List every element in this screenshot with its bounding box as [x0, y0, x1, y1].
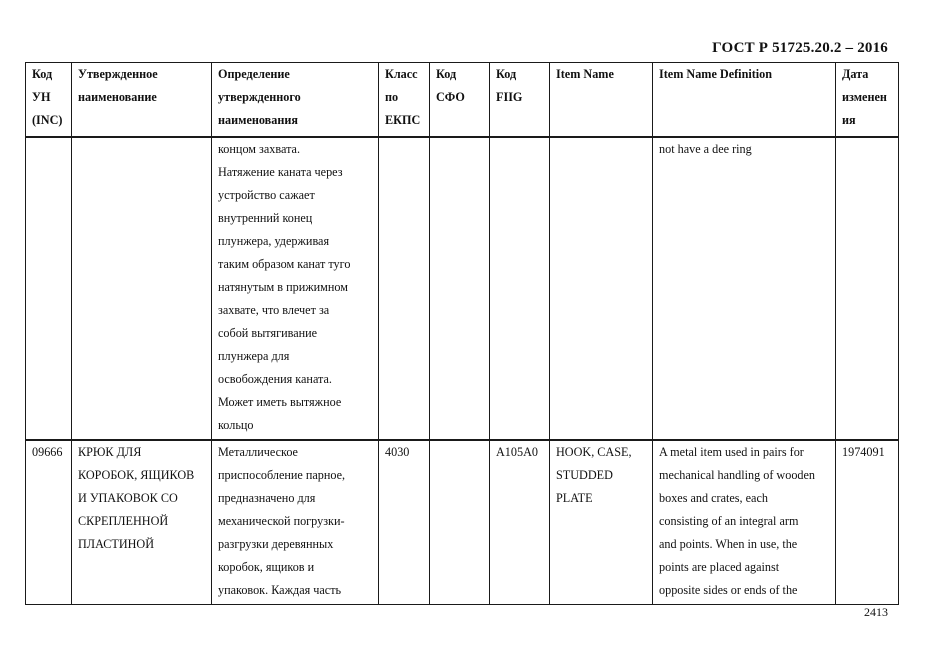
item-definition-text: not have a dee ring: [659, 141, 752, 156]
cell-sfo-code: [430, 137, 490, 440]
cell-item-name-definition: [653, 137, 836, 440]
page-number: 2413: [864, 605, 888, 619]
column-header-label: Определение утвержденного наименования: [218, 67, 301, 127]
column-header-label: Код FIIG: [496, 67, 523, 104]
column-header-item-name: [550, 63, 653, 137]
item-name-text: HOOK, CASE, STUDDED PLATE: [556, 444, 632, 505]
table-row: [26, 440, 899, 605]
column-header-label: Утвержденное наименование: [78, 67, 158, 104]
column-header-sfo-code: [430, 63, 490, 137]
cell-item-name-definition: [653, 440, 836, 605]
cell-definition: [212, 137, 379, 440]
column-header-item-name-definition: [653, 63, 836, 137]
column-header-label: Item Name Definition: [659, 67, 773, 81]
cell-fiig-code: [490, 440, 550, 605]
header-row: [26, 63, 899, 137]
item-definition-text: A metal item used in pairs for mechanical handling of wooden boxes and crates, each consisting of an integral arm and points. When in use, the points are placed against opposite sides or ends of the: [659, 444, 816, 597]
column-header-fiig-code: [490, 63, 550, 137]
cell-approved-name: [72, 137, 212, 440]
cell-sfo-code: [430, 440, 490, 605]
cell-approved-name: [72, 440, 212, 605]
column-header-label: Дата изменен ия: [842, 67, 887, 127]
column-header-definition: [212, 63, 379, 137]
cell-item-name: [550, 440, 653, 605]
cell-item-name: [550, 137, 653, 440]
cell-ekps-class: [379, 440, 430, 605]
approved-name-text: КРЮК ДЛЯ КОРОБОК, ЯЩИКОВ И УПАКОВОК СО СКРЕПЛЕННОЙ ПЛАСТИНОЙ: [78, 444, 195, 551]
ekps-class-value: 4030: [385, 444, 410, 459]
column-header-inc: [26, 63, 72, 137]
inc-code: 09666: [32, 444, 63, 459]
fiig-code-value: A105A0: [496, 444, 538, 459]
column-header-label: Класс по ЕКПС: [385, 67, 421, 127]
definition-text: концом захвата. Натяжение каната через устройство сажает внутренний конец плунжера, удерживая таким образом канат туго натянутым в прижимном захвате, что влечет за собой вытягивание плунжера для освобождения каната. Может иметь вытяжное кольцо: [218, 141, 351, 432]
column-header-ekps-class: [379, 63, 430, 137]
column-header-label: Код СФО: [436, 67, 465, 104]
change-date-value: 1974091: [842, 444, 885, 459]
catalog-table: [25, 62, 899, 605]
column-header-label: Код УН (INC): [32, 67, 63, 127]
document-standard-header: ГОСТ Р 51725.20.2 – 2016: [712, 40, 888, 56]
cell-change-date: [836, 440, 899, 605]
table-row: [26, 137, 899, 440]
cell-change-date: [836, 137, 899, 440]
column-header-change-date: [836, 63, 899, 137]
cell-fiig-code: [490, 137, 550, 440]
cell-inc: [26, 137, 72, 440]
cell-inc: [26, 440, 72, 605]
cell-definition: [212, 440, 379, 605]
table-header: [26, 63, 899, 137]
column-header-approved-name: [72, 63, 212, 137]
definition-text: Металлическое приспособление парное, предназначено для механической погрузки- разгрузки деревянных коробок, ящиков и упаковок. Каждая часть: [218, 444, 346, 597]
cell-ekps-class: [379, 137, 430, 440]
column-header-label: Item Name: [556, 67, 614, 81]
